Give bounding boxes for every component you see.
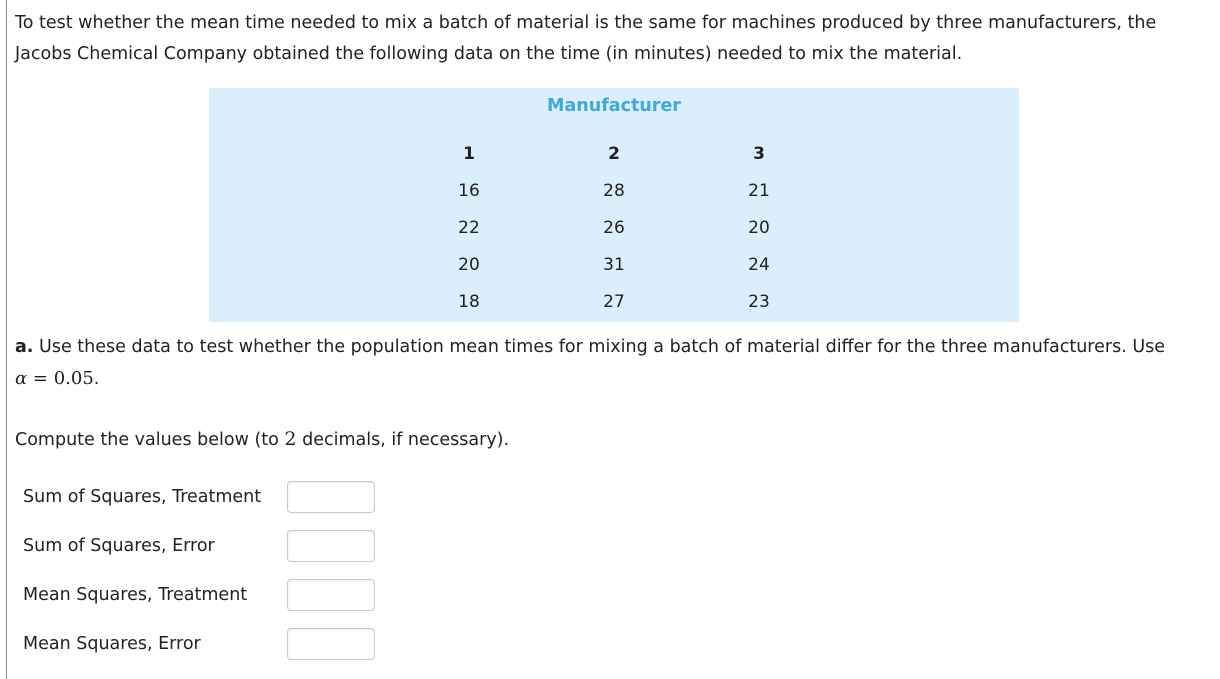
alpha-period: .	[93, 369, 100, 389]
table-cell: 31	[603, 255, 625, 275]
data-table	[209, 88, 1019, 322]
problem-intro: To test whether the mean time needed to mix a batch of material is the same for machines produced by three manufacturers, the Jacobs Chemical Company obtained the following data on the time (in minutes) needed to mix the material.	[15, 13, 1157, 64]
column-header: 2	[608, 144, 620, 164]
column-manufacturer-2	[584, 140, 644, 325]
compute-text-after: decimals, if necessary).	[302, 430, 510, 450]
table-cell: 20	[748, 218, 770, 238]
column-manufacturer-3	[729, 140, 789, 325]
column-header: 1	[463, 144, 475, 164]
compute-text-before: Compute the values below (to	[15, 430, 279, 450]
table-cell: 20	[458, 255, 480, 275]
ms-treatment-input[interactable]	[287, 579, 375, 611]
table-cell: 26	[603, 218, 625, 238]
table-cell: 23	[748, 292, 770, 312]
table-cell: 18	[458, 292, 480, 312]
ms-error-label: Mean Squares, Error	[23, 634, 201, 654]
column-header: 3	[753, 144, 765, 164]
decimals-number: 2	[284, 428, 297, 450]
table-cell: 22	[458, 218, 480, 238]
alpha-expression	[15, 368, 94, 389]
part-a-question	[15, 332, 1215, 395]
table-cell: 28	[603, 181, 625, 201]
ss-treatment-label: Sum of Squares, Treatment	[23, 487, 262, 507]
ss-treatment-input[interactable]	[287, 481, 375, 513]
ss-error-label: Sum of Squares, Error	[23, 536, 215, 556]
table-cell: 16	[458, 181, 480, 201]
manufacturer-header: Manufacturer	[547, 96, 681, 116]
table-cell: 24	[748, 255, 770, 275]
part-a-label: a.	[15, 337, 34, 357]
alpha-symbol: α	[15, 368, 28, 389]
part-a-text: Use these data to test whether the population mean times for mixing a batch of material differ for the three manufacturers. Use	[39, 337, 1166, 357]
compute-instruction	[15, 424, 509, 456]
column-manufacturer-1	[439, 140, 499, 325]
ss-error-input[interactable]	[287, 530, 375, 562]
table-cell: 27	[603, 292, 625, 312]
alpha-value: = 0.05	[32, 368, 94, 389]
ms-error-input[interactable]	[287, 628, 375, 660]
ms-treatment-label: Mean Squares, Treatment	[23, 585, 248, 605]
table-cell: 21	[748, 181, 770, 201]
